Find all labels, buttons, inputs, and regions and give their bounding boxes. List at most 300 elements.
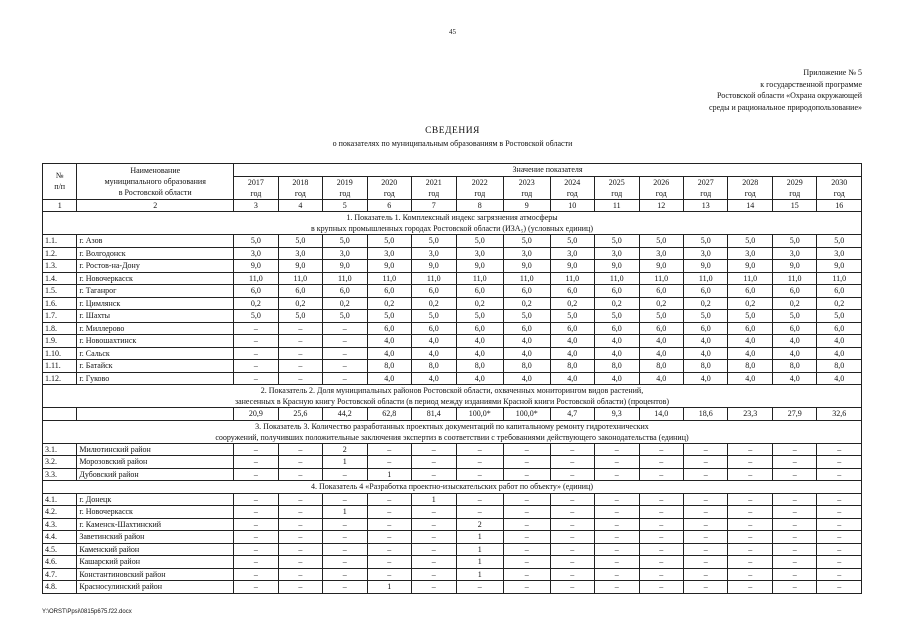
value-cell: – <box>504 556 551 569</box>
value-cell: – <box>323 518 367 531</box>
value-cell: 6,0 <box>234 285 278 298</box>
value-cell: – <box>728 506 772 519</box>
value-cell: – <box>595 443 639 456</box>
row-name-cell: г. Гуково <box>77 372 234 385</box>
value-cell: 8,0 <box>595 360 639 373</box>
year-label: 2028 <box>742 177 759 187</box>
row-number-cell: 1.8. <box>43 322 77 335</box>
column-number-cell: 6 <box>367 199 411 212</box>
value-cell: 0,2 <box>412 297 456 310</box>
value-cell: 0,2 <box>595 297 639 310</box>
value-cell: – <box>639 443 683 456</box>
row-number-cell: 1.7. <box>43 310 77 323</box>
value-cell: – <box>772 518 816 531</box>
value-cell: – <box>817 556 862 569</box>
table-row <box>43 531 862 544</box>
value-cell: 0,2 <box>234 297 278 310</box>
value-cell: – <box>278 506 322 519</box>
value-cell: – <box>323 335 367 348</box>
value-cell: 4,0 <box>817 347 862 360</box>
table-row <box>43 235 862 248</box>
value-cell: – <box>817 493 862 506</box>
value-cell: 100,0* <box>456 408 504 421</box>
value-cell: 2 <box>456 518 504 531</box>
value-cell: 3,0 <box>412 247 456 260</box>
value-cell: – <box>817 531 862 544</box>
table-row <box>43 285 862 298</box>
value-cell: 1 <box>456 568 504 581</box>
value-cell: 8,0 <box>550 360 594 373</box>
value-cell: 4,0 <box>367 335 411 348</box>
value-cell: 0,2 <box>367 297 411 310</box>
value-cell: – <box>772 493 816 506</box>
header-num-line: № <box>55 171 64 181</box>
value-cell: 6,0 <box>550 285 594 298</box>
value-cell: – <box>278 372 322 385</box>
value-cell: 5,0 <box>772 235 816 248</box>
value-cell: 3,0 <box>817 247 862 260</box>
value-cell: 4,0 <box>595 335 639 348</box>
value-cell: 4,0 <box>595 372 639 385</box>
value-cell: – <box>412 506 456 519</box>
value-cell: 6,0 <box>367 285 411 298</box>
value-cell: 4,0 <box>728 372 772 385</box>
table-row <box>43 443 862 456</box>
value-cell: – <box>683 518 727 531</box>
section-title-row <box>43 385 862 408</box>
value-cell: – <box>323 543 367 556</box>
value-cell: – <box>278 556 322 569</box>
value-cell: 11,0 <box>772 272 816 285</box>
value-cell: 9,0 <box>817 260 862 273</box>
table-row <box>43 543 862 556</box>
value-cell: 5,0 <box>504 310 551 323</box>
value-cell: – <box>234 506 278 519</box>
value-cell: 8,0 <box>728 360 772 373</box>
value-cell: 1 <box>412 493 456 506</box>
column-number-cell: 9 <box>504 199 551 212</box>
value-cell: 11,0 <box>550 272 594 285</box>
value-cell: – <box>504 531 551 544</box>
value-cell: 5,0 <box>639 310 683 323</box>
value-cell: – <box>772 531 816 544</box>
header-year-cell <box>234 176 278 199</box>
value-cell: 6,0 <box>817 322 862 335</box>
value-cell: 9,0 <box>595 260 639 273</box>
value-cell: – <box>639 543 683 556</box>
value-cell: – <box>728 556 772 569</box>
header-year-cell <box>367 176 411 199</box>
row-number-cell: 1.2. <box>43 247 77 260</box>
value-cell: 6,0 <box>550 322 594 335</box>
section-title-row <box>43 212 862 235</box>
year-unit: год <box>339 188 351 198</box>
year-label: 2017 <box>247 177 264 187</box>
value-cell: 1 <box>456 556 504 569</box>
year-unit: год <box>383 188 395 198</box>
header-year-cell <box>728 176 772 199</box>
value-cell: 11,0 <box>595 272 639 285</box>
value-cell: – <box>772 581 816 594</box>
value-cell: – <box>456 456 504 469</box>
value-cell: – <box>772 543 816 556</box>
value-cell: – <box>323 468 367 481</box>
year-label: 2018 <box>292 177 309 187</box>
value-cell: 6,0 <box>683 322 727 335</box>
value-cell: – <box>595 468 639 481</box>
value-cell: 3,0 <box>683 247 727 260</box>
value-cell: – <box>817 518 862 531</box>
row-name-cell: г. Сальск <box>77 347 234 360</box>
column-number-cell: 7 <box>412 199 456 212</box>
year-unit: год <box>833 188 845 198</box>
row-name-cell: Милютинский район <box>77 443 234 456</box>
value-cell: – <box>278 493 322 506</box>
value-cell: – <box>639 506 683 519</box>
value-cell: – <box>817 568 862 581</box>
file-path-footer: Y:\ORST\Ppsi\0815p675.f22.docx <box>42 609 132 615</box>
value-cell: 4,0 <box>817 372 862 385</box>
value-cell: – <box>412 556 456 569</box>
value-cell: – <box>595 556 639 569</box>
value-cell: – <box>639 531 683 544</box>
value-cell: – <box>595 581 639 594</box>
value-cell: 3,0 <box>278 247 322 260</box>
value-cell: 4,0 <box>550 335 594 348</box>
value-cell: – <box>595 518 639 531</box>
value-cell: 6,0 <box>639 285 683 298</box>
value-cell: 9,0 <box>683 260 727 273</box>
value-cell: 3,0 <box>234 247 278 260</box>
value-cell: 5,0 <box>550 310 594 323</box>
value-cell: 9,0 <box>772 260 816 273</box>
value-cell: 8,0 <box>817 360 862 373</box>
value-cell: – <box>817 443 862 456</box>
column-number-cell: 13 <box>683 199 727 212</box>
value-cell: 6,0 <box>456 285 504 298</box>
section-title-cell <box>43 481 862 494</box>
value-cell: 11,0 <box>323 272 367 285</box>
value-cell: 4,0 <box>456 347 504 360</box>
value-cell: – <box>278 581 322 594</box>
value-cell: – <box>683 568 727 581</box>
value-cell: 4,0 <box>683 347 727 360</box>
value-cell: 32,6 <box>817 408 862 421</box>
value-cell: 11,0 <box>412 272 456 285</box>
value-cell: 44,2 <box>323 408 367 421</box>
value-cell: – <box>595 506 639 519</box>
column-number-cell: 14 <box>728 199 772 212</box>
value-cell: – <box>234 443 278 456</box>
value-cell: – <box>550 531 594 544</box>
year-label: 2021 <box>425 177 442 187</box>
value-cell: – <box>639 493 683 506</box>
value-cell: – <box>412 543 456 556</box>
table-row <box>43 408 862 421</box>
value-cell: 4,0 <box>550 347 594 360</box>
value-cell: – <box>278 543 322 556</box>
section-title-cell <box>43 420 862 443</box>
value-cell: – <box>456 506 504 519</box>
value-cell: – <box>550 443 594 456</box>
row-name-cell: г. Донецк <box>77 493 234 506</box>
value-cell: – <box>772 506 816 519</box>
year-label: 2022 <box>471 177 488 187</box>
value-cell: 5,0 <box>728 235 772 248</box>
value-cell: – <box>504 543 551 556</box>
value-cell: – <box>683 468 727 481</box>
appendix-note <box>709 67 862 113</box>
value-cell: 3,0 <box>772 247 816 260</box>
value-cell: 5,0 <box>683 235 727 248</box>
value-cell: 8,0 <box>504 360 551 373</box>
value-cell: 6,0 <box>728 322 772 335</box>
value-cell: 9,0 <box>550 260 594 273</box>
column-number-cell: 12 <box>639 199 683 212</box>
value-cell: – <box>504 568 551 581</box>
value-cell: – <box>323 556 367 569</box>
value-cell: – <box>367 531 411 544</box>
row-number-cell: 1.10. <box>43 347 77 360</box>
appendix-line: к государственной программе <box>760 79 862 89</box>
value-cell: – <box>683 493 727 506</box>
value-cell: 4,0 <box>683 372 727 385</box>
value-cell: 8,0 <box>367 360 411 373</box>
section-title-row <box>43 420 862 443</box>
header-name-cell <box>77 164 234 200</box>
table-row <box>43 556 862 569</box>
value-cell: 5,0 <box>728 310 772 323</box>
value-cell: – <box>278 360 322 373</box>
value-cell: – <box>683 581 727 594</box>
column-number-cell: 1 <box>43 199 77 212</box>
header-value-title: Значение показателя <box>234 164 862 177</box>
value-cell: 5,0 <box>234 310 278 323</box>
value-cell: – <box>550 456 594 469</box>
year-unit: год <box>566 188 578 198</box>
value-cell: – <box>550 556 594 569</box>
value-cell: 23,3 <box>728 408 772 421</box>
row-name-cell: Заветинский район <box>77 531 234 544</box>
value-cell: 8,0 <box>456 360 504 373</box>
value-cell: – <box>772 468 816 481</box>
value-cell: 6,0 <box>817 285 862 298</box>
value-cell: 5,0 <box>367 310 411 323</box>
row-number-cell: 3.2. <box>43 456 77 469</box>
section-title-line: в крупных промышленных городах Ростовской области (ИЗА₅) (условных единиц) <box>311 224 593 233</box>
value-cell: 5,0 <box>595 235 639 248</box>
header-year-cell <box>323 176 367 199</box>
value-cell: 8,0 <box>772 360 816 373</box>
value-cell: 6,0 <box>772 285 816 298</box>
value-cell: 5,0 <box>323 235 367 248</box>
row-name-cell: г. Шахты <box>77 310 234 323</box>
value-cell: 4,0 <box>367 347 411 360</box>
value-cell: 4,0 <box>412 335 456 348</box>
row-name-cell: Константиновский район <box>77 568 234 581</box>
header-num-cell <box>43 164 77 200</box>
value-cell: 27,9 <box>772 408 816 421</box>
value-cell: – <box>728 518 772 531</box>
value-cell: 3,0 <box>323 247 367 260</box>
value-cell: 1 <box>323 506 367 519</box>
value-cell: – <box>234 322 278 335</box>
row-number-cell: 1.4. <box>43 272 77 285</box>
header-year-cell <box>456 176 504 199</box>
value-cell: – <box>817 543 862 556</box>
header-year-cell <box>278 176 322 199</box>
value-cell: 8,0 <box>412 360 456 373</box>
year-unit: год <box>744 188 756 198</box>
value-cell: – <box>278 443 322 456</box>
value-cell: – <box>639 581 683 594</box>
value-cell: 6,0 <box>728 285 772 298</box>
value-cell: – <box>772 443 816 456</box>
value-cell: – <box>728 456 772 469</box>
value-cell: 5,0 <box>456 235 504 248</box>
value-cell: – <box>278 322 322 335</box>
column-number-cell: 3 <box>234 199 278 212</box>
year-label: 2020 <box>381 177 398 187</box>
value-cell: 8,0 <box>683 360 727 373</box>
row-number-cell: 4.2. <box>43 506 77 519</box>
year-label: 2026 <box>653 177 670 187</box>
table-row <box>43 310 862 323</box>
value-cell: – <box>323 531 367 544</box>
section-title-line: сооружений, получивших положительные заключения экспертиз в соответствии с требованиями действующего законодательства (единиц) <box>215 432 689 442</box>
row-name-cell: г. Каменск-Шахтинский <box>77 518 234 531</box>
value-cell: – <box>234 556 278 569</box>
value-cell: – <box>639 568 683 581</box>
value-cell: – <box>367 568 411 581</box>
value-cell: – <box>550 518 594 531</box>
value-cell: 0,2 <box>504 297 551 310</box>
value-cell: 5,0 <box>278 235 322 248</box>
year-label: 2025 <box>608 177 625 187</box>
value-cell: 6,0 <box>504 322 551 335</box>
column-number-cell: 4 <box>278 199 322 212</box>
value-cell: 5,0 <box>595 310 639 323</box>
table-row <box>43 335 862 348</box>
year-unit: год <box>789 188 801 198</box>
row-number-cell: 4.4. <box>43 531 77 544</box>
row-name-cell: г. Азов <box>77 235 234 248</box>
row-name-cell: Кашарский район <box>77 556 234 569</box>
value-cell: 0,2 <box>639 297 683 310</box>
table-row <box>43 272 862 285</box>
row-number-cell: 1.1. <box>43 235 77 248</box>
column-number-cell: 15 <box>772 199 816 212</box>
value-cell: 5,0 <box>639 235 683 248</box>
row-number-cell: 1.5. <box>43 285 77 298</box>
value-cell: – <box>234 568 278 581</box>
value-cell: – <box>456 493 504 506</box>
header-name-line: муниципального образования <box>104 176 206 186</box>
row-number-cell: 3.1. <box>43 443 77 456</box>
value-cell: – <box>456 443 504 456</box>
row-number-cell: 4.8. <box>43 581 77 594</box>
row-number-cell: 1.3. <box>43 260 77 273</box>
value-cell: – <box>367 556 411 569</box>
value-cell: – <box>639 518 683 531</box>
table-row <box>43 568 862 581</box>
value-cell: – <box>504 581 551 594</box>
value-cell: 6,0 <box>595 285 639 298</box>
year-label: 2027 <box>697 177 714 187</box>
row-number-cell: 4.7. <box>43 568 77 581</box>
value-cell: – <box>595 531 639 544</box>
value-cell: – <box>595 456 639 469</box>
value-cell: – <box>728 443 772 456</box>
table-row <box>43 581 862 594</box>
value-cell: – <box>234 518 278 531</box>
year-label: 2019 <box>336 177 353 187</box>
row-name-cell: Каменский район <box>77 543 234 556</box>
value-cell: 9,0 <box>456 260 504 273</box>
value-cell: – <box>817 468 862 481</box>
page-number: 45 <box>449 28 456 36</box>
year-unit: год <box>655 188 667 198</box>
row-number-cell: 4.5. <box>43 543 77 556</box>
column-number-cell: 16 <box>817 199 862 212</box>
header-year-cell <box>817 176 862 199</box>
value-cell: – <box>412 518 456 531</box>
value-cell: 11,0 <box>683 272 727 285</box>
value-cell: 4,0 <box>367 372 411 385</box>
document-subtitle: о показателях по муниципальным образованиям в Ростовской области <box>332 139 573 148</box>
value-cell: 4,0 <box>772 335 816 348</box>
value-cell: 9,3 <box>595 408 639 421</box>
header-year-cell <box>550 176 594 199</box>
value-cell: – <box>728 543 772 556</box>
value-cell: 81,4 <box>412 408 456 421</box>
value-cell: – <box>323 322 367 335</box>
value-cell: 62,8 <box>367 408 411 421</box>
header-year-cell <box>772 176 816 199</box>
value-cell: – <box>817 456 862 469</box>
value-cell: – <box>278 468 322 481</box>
year-unit: год <box>428 188 440 198</box>
year-unit: год <box>474 188 486 198</box>
value-cell: – <box>639 468 683 481</box>
value-cell: – <box>278 518 322 531</box>
appendix-line: Приложение № 5 <box>803 68 862 77</box>
value-cell: 11,0 <box>639 272 683 285</box>
value-cell: – <box>278 568 322 581</box>
table-row <box>43 322 862 335</box>
value-cell: 6,0 <box>412 285 456 298</box>
header-year-cell <box>595 176 639 199</box>
value-cell: 3,0 <box>639 247 683 260</box>
value-cell: 11,0 <box>504 272 551 285</box>
value-cell: 18,6 <box>683 408 727 421</box>
value-cell: – <box>456 468 504 481</box>
value-cell: – <box>323 493 367 506</box>
value-cell: 11,0 <box>817 272 862 285</box>
table-row <box>43 347 862 360</box>
value-cell: – <box>412 581 456 594</box>
row-name-cell: г. Волгодонск <box>77 247 234 260</box>
value-cell: – <box>683 456 727 469</box>
section-title-cell <box>43 385 862 408</box>
value-cell: – <box>772 568 816 581</box>
value-cell: 3,0 <box>456 247 504 260</box>
section-title-line: 1. Показатель 1. Комплексный индекс загрязнения атмосферы <box>346 213 558 222</box>
value-cell: 3,0 <box>550 247 594 260</box>
value-cell: 4,0 <box>550 372 594 385</box>
appendix-line: Ростовской области «Охрана окружающей <box>716 91 862 100</box>
column-number-cell: 11 <box>595 199 639 212</box>
